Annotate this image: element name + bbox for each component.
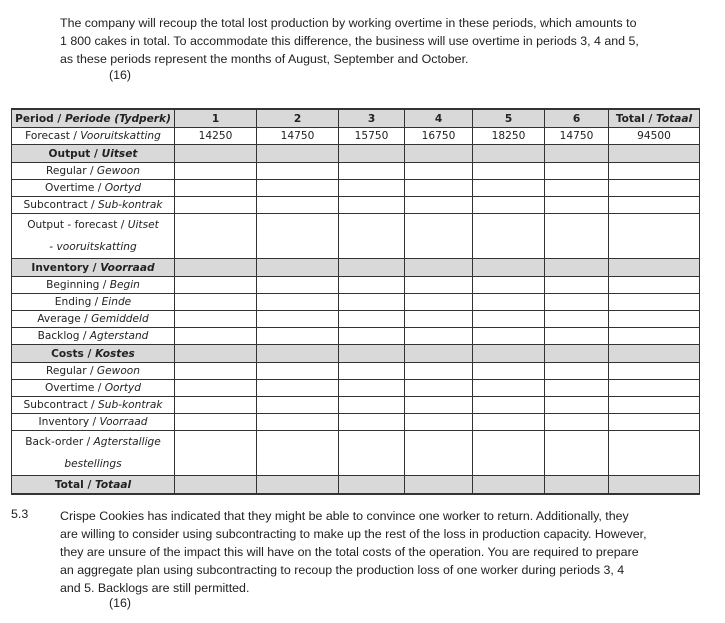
row-label-overtime: Overtime / Oortyd — [12, 180, 175, 197]
empty-cell — [339, 277, 405, 294]
empty-cell — [339, 380, 405, 397]
aggregate-plan-table — [11, 108, 700, 495]
empty-cell — [545, 277, 609, 294]
empty-cell — [405, 476, 473, 495]
empty-cell — [405, 277, 473, 294]
empty-cell — [473, 363, 545, 380]
empty-cell — [609, 431, 700, 476]
empty-cell — [339, 259, 405, 277]
question-line-3: they are unsure of the impact this will have on the total costs of the operation. You are required to prepare — [60, 545, 639, 559]
empty-cell — [545, 476, 609, 495]
intro-line-1: The company will recoup the total lost production by working overtime in these periods, which amounts to — [60, 16, 637, 30]
row-label-regular-cost: Regular / Gewoon — [12, 363, 175, 380]
empty-cell — [473, 431, 545, 476]
empty-cell — [175, 180, 257, 197]
section-costs-label: Costs / Kostes — [12, 345, 175, 363]
question-line-2: are willing to consider using subcontracting to make up the rest of the loss in production capacity. However, — [60, 527, 647, 541]
empty-cell — [175, 145, 257, 163]
empty-cell — [473, 328, 545, 345]
intro-line-2: 1 800 cakes in total. To accommodate this difference, the business will use overtime in periods 3, 4 and 5, — [60, 34, 639, 48]
section-costs — [12, 345, 700, 363]
row-label-regular: Regular / Gewoon — [12, 163, 175, 180]
empty-cell — [405, 214, 473, 259]
forecast-value: 15750 — [339, 128, 405, 145]
empty-cell — [545, 259, 609, 277]
question-paragraph — [60, 507, 700, 597]
empty-cell — [473, 311, 545, 328]
empty-cell — [405, 380, 473, 397]
empty-cell — [473, 277, 545, 294]
empty-cell — [473, 414, 545, 431]
empty-cell — [545, 431, 609, 476]
period-2-header: 2 — [257, 109, 339, 128]
empty-cell — [257, 277, 339, 294]
total-row — [12, 476, 700, 495]
empty-cell — [175, 345, 257, 363]
empty-cell — [473, 259, 545, 277]
section-inventory — [12, 259, 700, 277]
intro-paragraph — [60, 14, 700, 68]
table-row — [12, 397, 700, 414]
empty-cell — [339, 163, 405, 180]
empty-cell — [175, 363, 257, 380]
empty-cell — [545, 197, 609, 214]
empty-cell — [175, 431, 257, 476]
empty-cell — [405, 397, 473, 414]
table-row — [12, 414, 700, 431]
empty-cell — [609, 397, 700, 414]
empty-cell — [473, 476, 545, 495]
empty-cell — [609, 380, 700, 397]
question-line-4: an aggregate plan using subcontracting to recoup the production loss of one worker during periods 3, 4 — [60, 563, 625, 577]
empty-cell — [405, 414, 473, 431]
forecast-value: 14750 — [257, 128, 339, 145]
empty-cell — [339, 294, 405, 311]
intro-marks: (16) — [109, 68, 132, 82]
empty-cell — [545, 328, 609, 345]
empty-cell — [609, 197, 700, 214]
forecast-row — [12, 128, 700, 145]
forecast-value: 18250 — [473, 128, 545, 145]
empty-cell — [545, 397, 609, 414]
table-row — [12, 311, 700, 328]
empty-cell — [545, 180, 609, 197]
empty-cell — [257, 197, 339, 214]
forecast-value: 16750 — [405, 128, 473, 145]
empty-cell — [339, 363, 405, 380]
empty-cell — [339, 397, 405, 414]
period-4-header: 4 — [405, 109, 473, 128]
period-6-header: 6 — [545, 109, 609, 128]
empty-cell — [257, 380, 339, 397]
empty-cell — [339, 345, 405, 363]
empty-cell — [175, 311, 257, 328]
empty-cell — [473, 180, 545, 197]
forecast-label: Forecast / Vooruitskatting — [12, 128, 175, 145]
row-label-backorder: Back-order / Agterstallige bestellings — [12, 431, 175, 476]
section-output — [12, 145, 700, 163]
empty-cell — [473, 345, 545, 363]
empty-cell — [257, 259, 339, 277]
table-row — [12, 197, 700, 214]
empty-cell — [405, 311, 473, 328]
empty-cell — [609, 180, 700, 197]
empty-cell — [175, 259, 257, 277]
empty-cell — [405, 163, 473, 180]
empty-cell — [339, 328, 405, 345]
empty-cell — [175, 214, 257, 259]
table-row — [12, 214, 700, 259]
forecast-value: 14750 — [545, 128, 609, 145]
table-row — [12, 163, 700, 180]
empty-cell — [609, 363, 700, 380]
empty-cell — [175, 163, 257, 180]
empty-cell — [609, 345, 700, 363]
table-row — [12, 363, 700, 380]
empty-cell — [545, 311, 609, 328]
empty-cell — [405, 180, 473, 197]
period-5-header: 5 — [473, 109, 545, 128]
empty-cell — [257, 180, 339, 197]
section-inventory-label: Inventory / Voorraad — [12, 259, 175, 277]
row-label-subcontract: Subcontract / Sub-kontrak — [12, 197, 175, 214]
empty-cell — [545, 145, 609, 163]
table-row — [12, 294, 700, 311]
empty-cell — [175, 380, 257, 397]
section-output-label: Output / Uitset — [12, 145, 175, 163]
empty-cell — [545, 363, 609, 380]
question-marks: (16) — [109, 596, 132, 610]
empty-cell — [405, 197, 473, 214]
empty-cell — [175, 197, 257, 214]
empty-cell — [175, 414, 257, 431]
row-label-average: Average / Gemiddeld — [12, 311, 175, 328]
empty-cell — [257, 294, 339, 311]
empty-cell — [339, 431, 405, 476]
empty-cell — [405, 294, 473, 311]
empty-cell — [257, 414, 339, 431]
total-header: Total / Totaal — [609, 109, 700, 128]
period-1-header: 1 — [175, 109, 257, 128]
row-label-output-forecast: Output - forecast / Uitset - vooruitskatting — [12, 214, 175, 259]
empty-cell — [473, 380, 545, 397]
empty-cell — [405, 345, 473, 363]
empty-cell — [609, 214, 700, 259]
empty-cell — [609, 163, 700, 180]
empty-cell — [545, 214, 609, 259]
empty-cell — [257, 431, 339, 476]
empty-cell — [609, 476, 700, 495]
row-label-total: Total / Totaal — [12, 476, 175, 495]
empty-cell — [339, 180, 405, 197]
empty-cell — [545, 294, 609, 311]
empty-cell — [405, 259, 473, 277]
empty-cell — [545, 414, 609, 431]
table-row — [12, 180, 700, 197]
empty-cell — [257, 397, 339, 414]
empty-cell — [473, 397, 545, 414]
empty-cell — [405, 431, 473, 476]
table-row — [12, 328, 700, 345]
row-label-backlog: Backlog / Agterstand — [12, 328, 175, 345]
empty-cell — [257, 214, 339, 259]
question-line-1: Crispe Cookies has indicated that they might be able to convince one worker to return. Additionally, they — [60, 509, 629, 523]
table-row — [12, 431, 700, 476]
empty-cell — [257, 476, 339, 495]
empty-cell — [257, 363, 339, 380]
row-label-ending: Ending / Einde — [12, 294, 175, 311]
row-label-subcontract-cost: Subcontract / Sub-kontrak — [12, 397, 175, 414]
empty-cell — [339, 311, 405, 328]
empty-cell — [609, 328, 700, 345]
empty-cell — [473, 163, 545, 180]
question-number: 5.3 — [11, 507, 29, 521]
empty-cell — [545, 345, 609, 363]
empty-cell — [339, 414, 405, 431]
table-row — [12, 277, 700, 294]
empty-cell — [175, 277, 257, 294]
row-label-inventory-cost: Inventory / Voorraad — [12, 414, 175, 431]
empty-cell — [339, 476, 405, 495]
empty-cell — [545, 163, 609, 180]
period-header: Period / Periode (Tydperk) — [12, 109, 175, 128]
empty-cell — [405, 145, 473, 163]
empty-cell — [257, 345, 339, 363]
empty-cell — [175, 476, 257, 495]
table-row — [12, 380, 700, 397]
intro-line-3: as these periods represent the months of August, September and October. — [60, 52, 469, 66]
empty-cell — [545, 380, 609, 397]
empty-cell — [339, 145, 405, 163]
forecast-total: 94500 — [609, 128, 700, 145]
empty-cell — [473, 197, 545, 214]
empty-cell — [473, 145, 545, 163]
empty-cell — [609, 145, 700, 163]
table-header-row — [12, 109, 700, 128]
question-line-5: and 5. Backlogs are still permitted. — [60, 581, 250, 595]
forecast-value: 14250 — [175, 128, 257, 145]
empty-cell — [473, 214, 545, 259]
empty-cell — [175, 294, 257, 311]
empty-cell — [257, 328, 339, 345]
empty-cell — [257, 311, 339, 328]
empty-cell — [405, 328, 473, 345]
row-label-overtime-cost: Overtime / Oortyd — [12, 380, 175, 397]
period-3-header: 3 — [339, 109, 405, 128]
empty-cell — [609, 259, 700, 277]
empty-cell — [175, 397, 257, 414]
empty-cell — [257, 145, 339, 163]
empty-cell — [609, 294, 700, 311]
empty-cell — [175, 328, 257, 345]
empty-cell — [609, 414, 700, 431]
empty-cell — [339, 214, 405, 259]
empty-cell — [609, 277, 700, 294]
empty-cell — [473, 294, 545, 311]
row-label-beginning: Beginning / Begin — [12, 277, 175, 294]
empty-cell — [405, 363, 473, 380]
empty-cell — [257, 163, 339, 180]
empty-cell — [609, 311, 700, 328]
empty-cell — [339, 197, 405, 214]
